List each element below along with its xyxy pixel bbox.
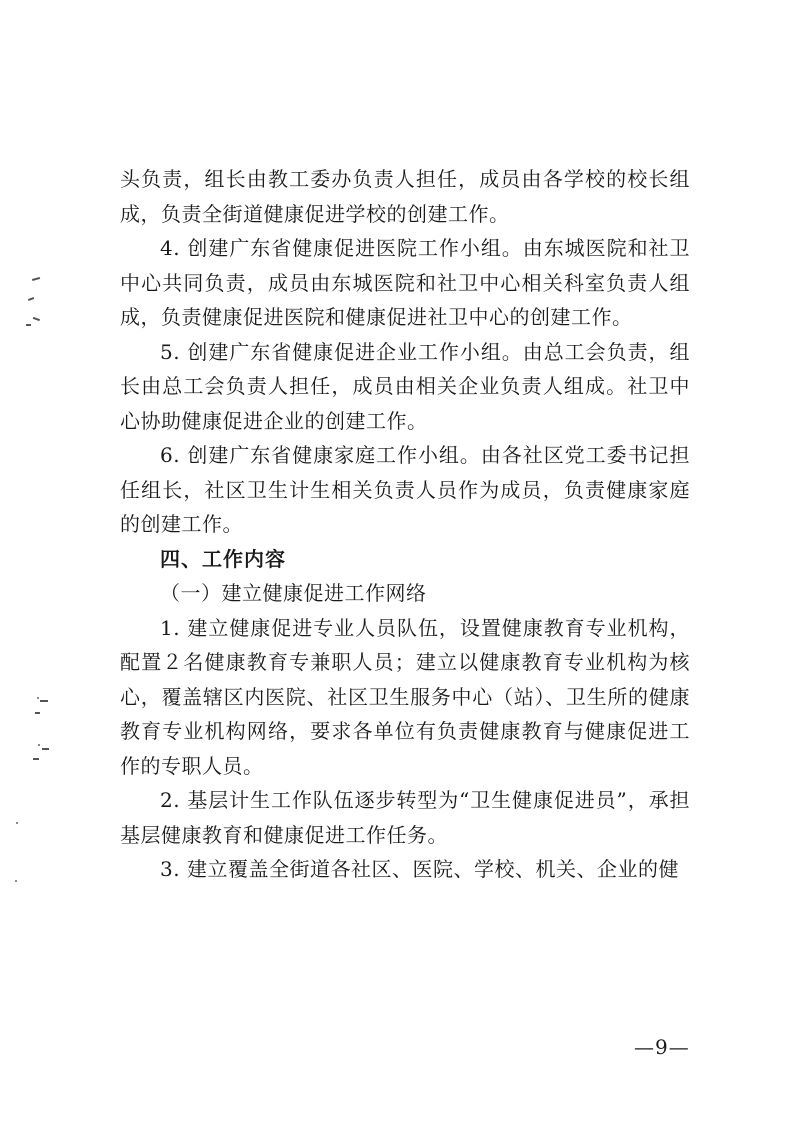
paragraph-item-1: 1. 建立健康促进专业人员队伍，设置健康教育专业机构，配置２名健康教育专兼职人员；建立以健康教育专业机构为核心，覆盖辖区内医院、社区卫生服务中心（站）、卫生所的健康教育专业机构网络，要求各单位有负责健康教育与健康促进工作的专职人员。: [120, 615, 690, 778]
subsection-heading: （一）建立健康促进工作网络: [160, 581, 427, 605]
section-heading: 四、工作内容: [160, 546, 286, 571]
scan-mark: [35, 712, 40, 714]
scan-mark: [33, 758, 39, 760]
scan-mark: [26, 324, 31, 326]
scan-mark: [32, 277, 40, 281]
paragraph-item-2: 2. 基层计生工作队伍逐步转型为“卫生健康促进员”，承担基层健康教育和健康促进工作任务。: [120, 788, 690, 847]
scan-dot: [15, 880, 17, 882]
paragraph-item-4: 4. 创建广东省健康促进医院工作小组。由东城医院和社卫中心共同负责，成员由东城医院和社卫中心相关科室负责人组成，负责健康促进医院和健康促进社卫中心的创建工作。: [120, 236, 690, 329]
scan-dot: [16, 822, 18, 824]
scan-dot: [37, 697, 39, 699]
document-body: [120, 162, 690, 887]
scan-mark: [40, 700, 48, 702]
paragraph-continuation: 头负责，组长由教工委办负责人担任，成员由各学校的校长组成，负责全街道健康促进学校的创建工作。: [120, 167, 690, 226]
scan-dot: [38, 744, 40, 746]
paragraph-item-3: 3. 建立覆盖全街道各社区、医院、学校、机关、企业的健: [160, 857, 679, 881]
paragraph-item-6: 6. 创建广东省健康家庭工作小组。由各社区党工委书记担任组长，社区卫生计生相关负责人员作为成员，负责健康家庭的创建工作。: [120, 443, 690, 536]
scan-mark: [28, 297, 34, 300]
scan-mark: [42, 748, 49, 750]
scan-mark: [33, 317, 40, 321]
paragraph-item-5: 5. 创建广东省健康促进企业工作小组。由总工会负责，组长由总工会负责人担任，成员由相关企业负责人组成。社卫中心协助健康促进企业的创建工作。: [120, 339, 690, 433]
page-number: —9—: [634, 1035, 690, 1059]
